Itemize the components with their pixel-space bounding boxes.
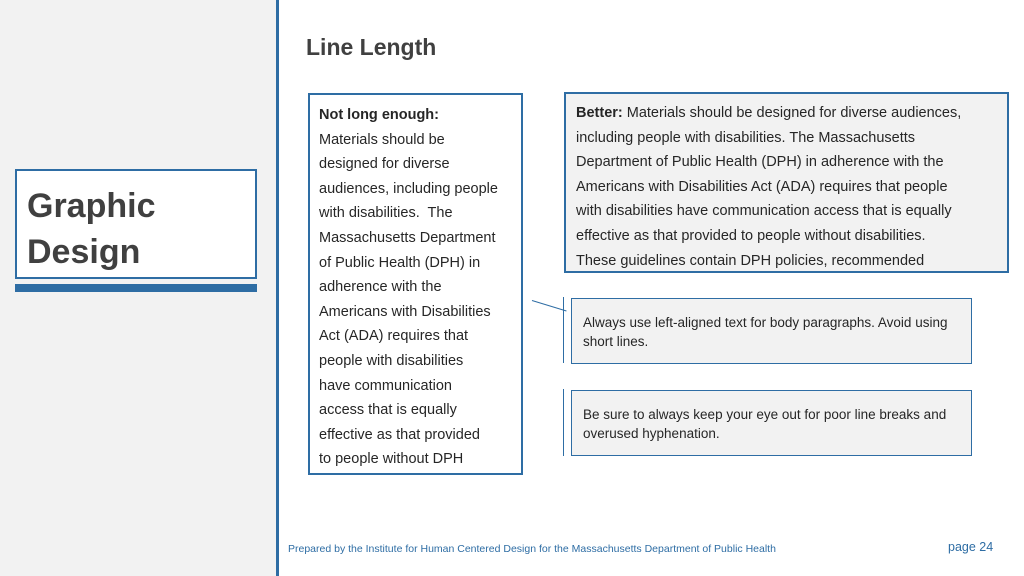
section-title-line-2: Design [27, 233, 141, 271]
tip-callout-line-breaks [571, 390, 972, 456]
page-number: page 24 [948, 540, 994, 554]
tip-text-2: Be sure to always keep your eye out for poor line breaks and overused hyphenation. [583, 407, 947, 441]
better-line-1-text: Materials should be designed for diverse audiences, [622, 105, 962, 121]
better-line-1 [576, 101, 997, 126]
short-line-2: designed for diverse [319, 156, 450, 173]
short-line-example-text [319, 128, 512, 472]
short-line-6: of Public Health (DPH) in [319, 254, 481, 271]
short-line-4: with disabilities. The [319, 205, 453, 222]
section-title-line-1: Graphic [27, 187, 156, 225]
better-line-5: with disabilities have communication access that is equally [576, 203, 952, 220]
short-line-example-label: Not long enough: [319, 107, 439, 123]
short-line-example-box [308, 93, 523, 475]
slide-title: Line Length [306, 34, 437, 60]
tip-bracket-1 [563, 297, 564, 363]
better-line-6: effective as that provided to people without disabilities. [576, 227, 926, 244]
short-line-13: effective as that provided [319, 426, 480, 443]
short-line-10: people with disabilities [319, 352, 464, 369]
section-title-box [15, 169, 257, 279]
better-line-2: including people with disabilities. The Massachusetts [576, 129, 916, 146]
short-line-8: Americans with Disabilities [319, 303, 491, 320]
short-line-1: Materials should be [319, 131, 445, 148]
better-example-label: Better: [576, 105, 623, 121]
vertical-divider [276, 0, 279, 576]
better-line-example-box [564, 92, 1009, 273]
short-line-11: have communication [319, 377, 452, 394]
short-line-9: Act (ADA) requires that [319, 328, 469, 345]
short-line-5: Massachusetts Department [319, 229, 496, 246]
short-line-7: adherence with the [319, 279, 442, 296]
better-line-3: Department of Public Health (DPH) in adherence with the [576, 154, 944, 171]
better-line-4: Americans with Disabilities Act (ADA) requires that people [576, 178, 948, 195]
short-line-3: audiences, including people [319, 180, 498, 197]
footer-credit: Prepared by the Institute for Human Centered Design for the Massachusetts Department of Public Health [288, 543, 776, 555]
tip-bracket-2 [563, 389, 564, 456]
short-line-12: access that is equally [319, 402, 457, 419]
section-underline [15, 284, 257, 292]
connector-line [532, 300, 567, 311]
better-line-7: These guidelines contain DPH policies, recommended [576, 252, 925, 269]
short-line-14: to people without DPH [319, 451, 464, 468]
tip-text-1: Always use left-aligned text for body paragraphs. Avoid using short lines. [583, 315, 948, 349]
tip-callout-left-aligned [571, 298, 972, 364]
